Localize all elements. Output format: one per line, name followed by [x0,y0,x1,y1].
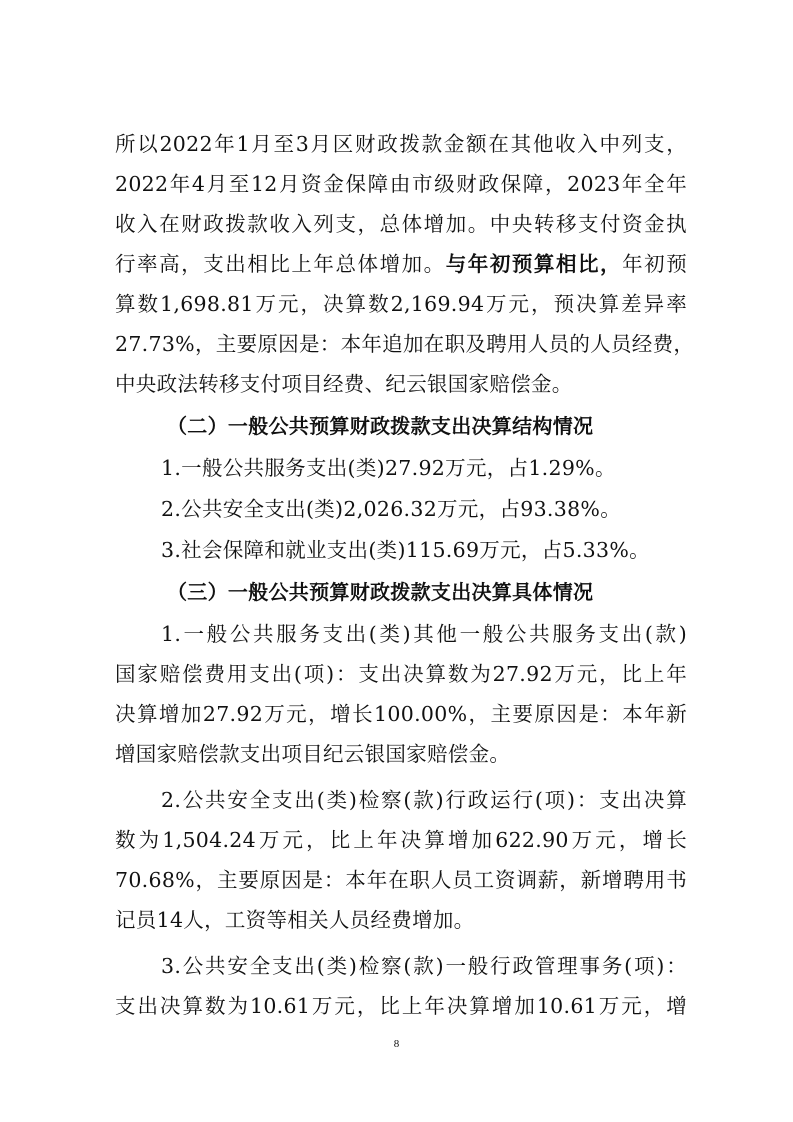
paragraph-line: 支出决算数为10.61万元，比上年决算增加10.61万元，增 [115,994,687,1018]
paragraph-line: 70.68%，主要原因是：本年在职人员工资调薪，新增聘用书 [115,868,687,892]
paragraph-line: 增国家赔偿款支出项目纪云银国家赔偿金。 [115,742,511,766]
paragraph-line: 1.一般公共服务支出(类)其他一般公共服务支出(款) [161,622,687,646]
bold-phrase: 与年初预算相比， [445,252,623,276]
paragraph-line: 27.73%，主要原因是：本年追加在职及聘用人员的人员经费， [115,332,695,356]
paragraph-text: 年初预 [622,252,688,276]
paragraph-line: 国家赔偿费用支出(项)：支出决算数为27.92万元，比上年 [115,662,687,686]
paragraph-line: 所以2022年1月至3月区财政拨款金额在其他收入中列支， [115,132,687,156]
paragraph-line: 中央政法转移支付项目经费、纪云银国家赔偿金。 [115,372,573,396]
section-heading: （二）一般公共预算财政拨款支出决算结构情况 [167,414,594,438]
structure-item: 2.公共安全支出(类)2,026.32万元，占93.38%。 [161,497,622,521]
structure-item: 1.一般公共服务支出(类)27.92万元，占1.29%。 [161,456,616,480]
page-number: 8 [393,1038,400,1050]
structure-item: 3.社会保障和就业支出(类)115.69万元，占5.33%。 [161,538,650,562]
paragraph-line: 决算增加27.92万元，增长100.00%，主要原因是：本年新 [115,702,687,726]
paragraph-line: 记员14人，工资等相关人员经费增加。 [115,908,475,932]
paragraph-line: 2.公共安全支出(类)检察(款)行政运行(项)：支出决算 [161,788,687,812]
paragraph-line-mixed [115,246,687,282]
paragraph-line: 收入在财政拨款收入列支，总体增加。中央转移支付资金执 [115,212,687,236]
paragraph-line: 算数1,698.81万元，决算数2,169.94万元，预决算差异率 [115,292,687,316]
paragraph-line: 3.公共安全支出(类)检察(款)一般行政管理事务(项)： [161,954,687,978]
paragraph-line: 2022年4月至12月资金保障由市级财政保障，2023年全年 [115,172,687,196]
paragraph-text: 行率高，支出相比上年总体增加。 [115,252,446,276]
section-heading: （三）一般公共预算财政拨款支出决算具体情况 [167,580,594,604]
paragraph-line: 数为1,504.24万元，比上年决算增加622.90万元，增长 [115,828,687,852]
